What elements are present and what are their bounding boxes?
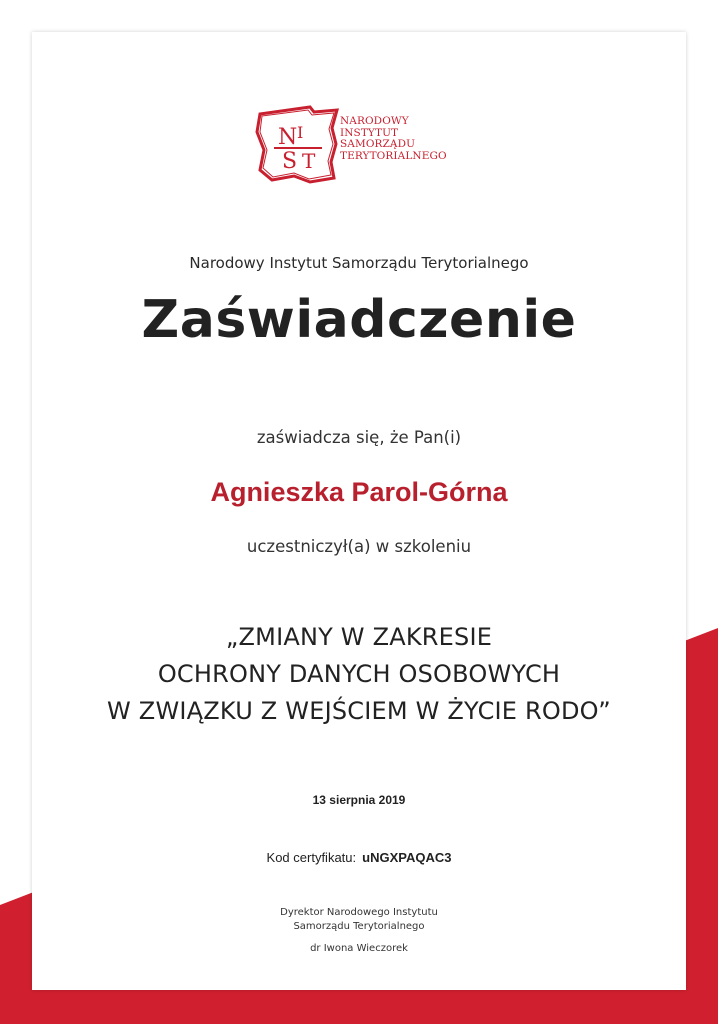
course-title-line-2: OCHRONY DANYCH OSOBOWYCH [157,660,561,688]
course-title-line-3: W ZWIĄZKU Z WEJŚCIEM W ŻYCIE RODO” [107,697,611,725]
svg-text:N: N [278,125,298,150]
svg-text:I: I [297,123,304,142]
svg-text:T: T [302,149,316,173]
organization-name: Narodowy Instytut Samorządu Terytorialnego [189,254,529,272]
certificate-code [0,850,718,865]
logo-wordmark [340,116,447,162]
certificate-intro: zaświadcza się, że Pan(i) [256,428,462,447]
certificate-title: Zaświadczenie [141,290,577,350]
signature-title-line-1: Dyrektor Narodowego Instytutu [280,907,438,918]
certificate-code-value: uNGXPAQAC3 [362,850,452,865]
recipient-name: Agnieszka Parol-Górna [210,477,508,507]
course-title [0,619,718,730]
signature-title-line-2: Samorządu Terytorialnego [293,920,425,932]
logo-line-4: TERYTORIALNEGO [340,149,447,162]
logo-line-1: NARODOWY [340,115,409,127]
participation-text: uczestniczył(a) w szkoleniu [246,537,472,556]
logo-line-3: SAMORZĄDU [340,138,416,150]
course-title-line-1: „ZMIANY W ZAKRESIE [225,623,493,651]
certificate-date: 13 sierpnia 2019 [312,793,406,807]
signature-block [0,906,718,956]
logo-line-2: INSTYTUT [340,126,399,139]
certificate-code-label: Kod certyfikatu: [266,850,357,865]
svg-text:S: S [282,149,298,174]
signatory-name: dr Iwona Wieczorek [310,943,408,954]
